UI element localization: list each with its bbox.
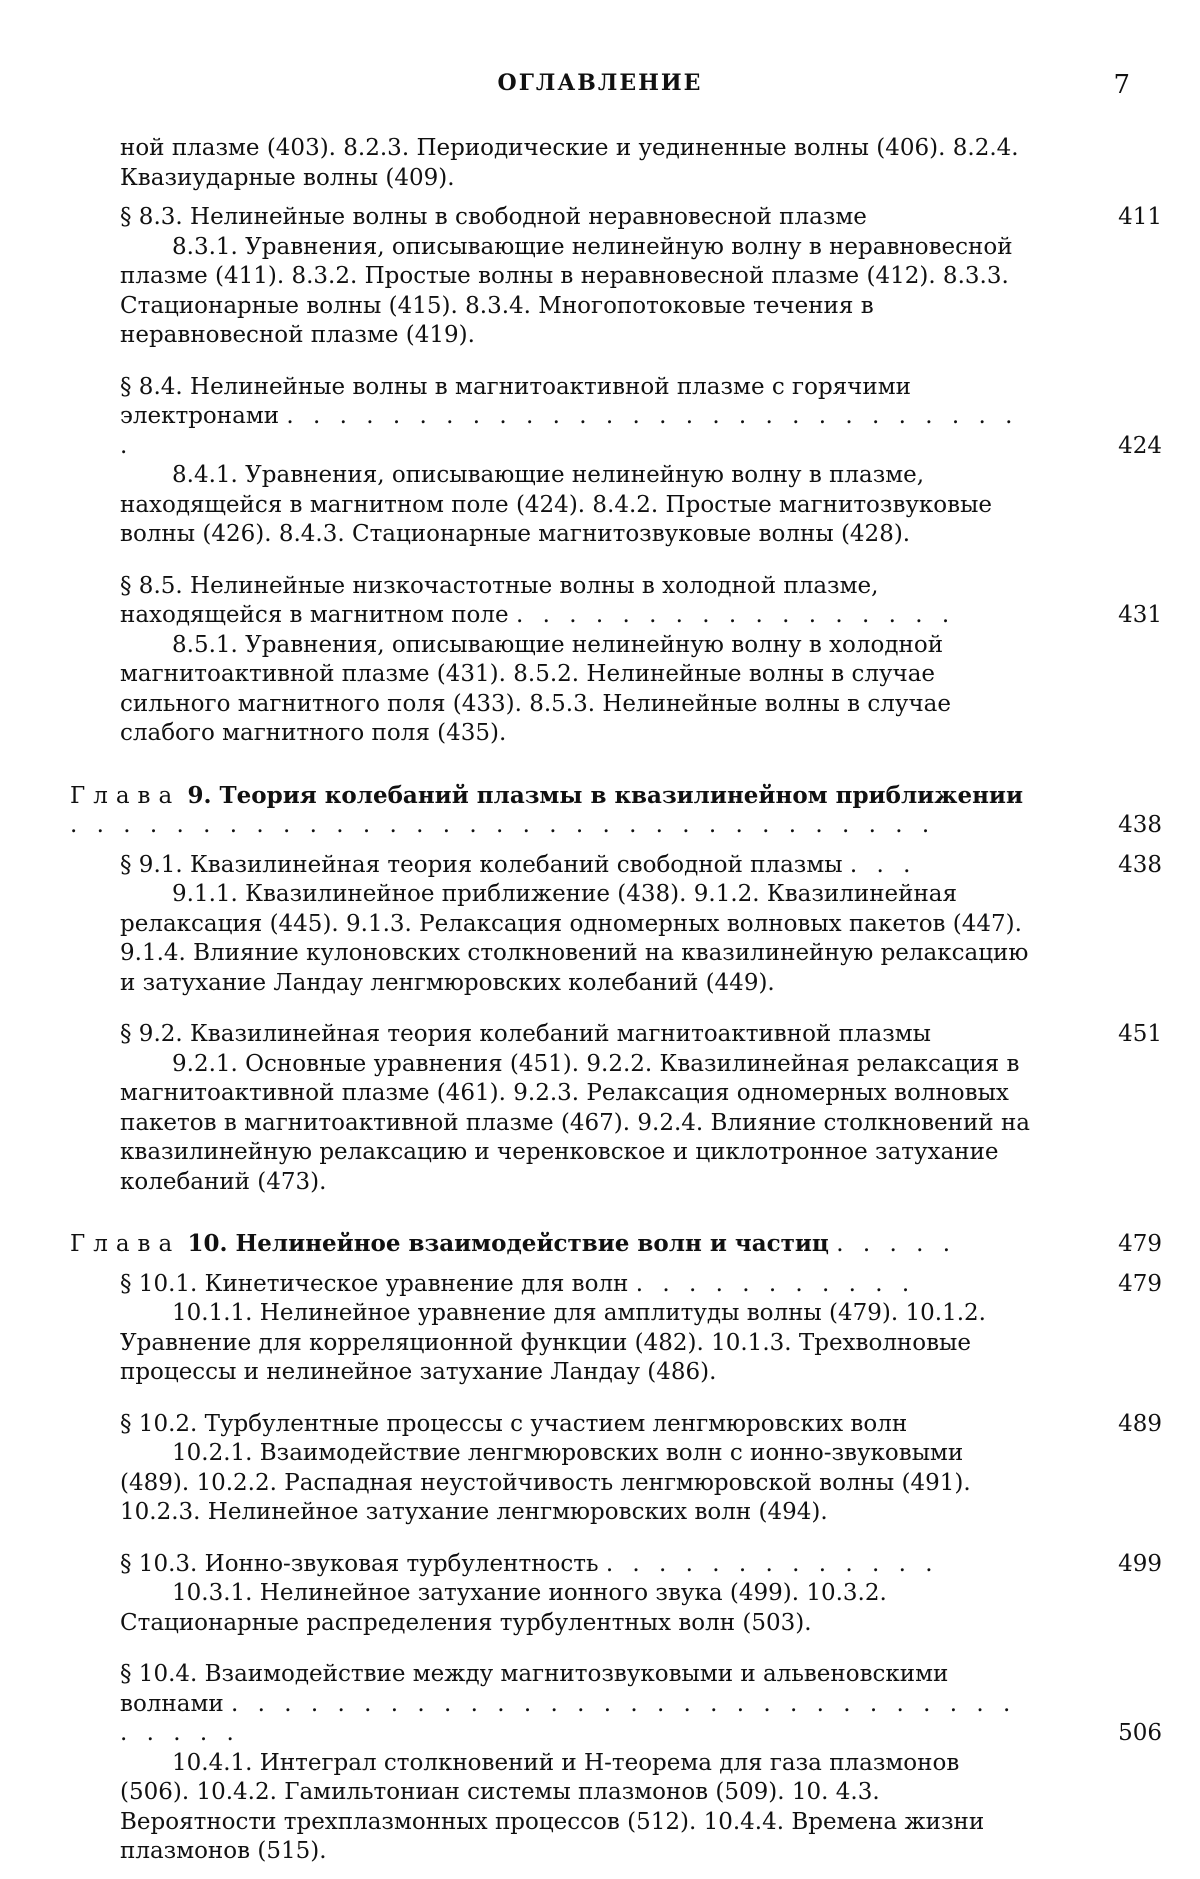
entry-page-number: 438 xyxy=(1118,812,1162,838)
entry-text: 9.1.1. Квазилинейное приближение (438). 9.1.2. Квазилинейная релаксация (445). 9.1.3. Релаксация одномерных волновых пакетов (447). 9.1.4. Влияние кулоновских столкновений на квазилинейную релаксацию и затухание Ландау ленгмюровских колебаний (449). xyxy=(120,881,1029,996)
entry-text: § 8.3. Нелинейные волны в свободной неравновесной плазме xyxy=(120,204,867,230)
entry-page-number: 506 xyxy=(1118,1720,1162,1746)
entry-page-number: 438 xyxy=(1118,851,1162,878)
dot-leader: . . . . . . . . . . . . . . . . . . . . . . . . . . . . . . . . . xyxy=(70,812,936,838)
entry-spacer xyxy=(0,1197,1200,1209)
toc-subsection-list xyxy=(120,1439,1032,1528)
entry-page-number: 479 xyxy=(1118,1270,1162,1297)
dot-leader: . . . xyxy=(849,851,917,878)
entry-text: 8.5.1. Уравнения, описывающие нелинейную волну в холодной магнитоактивной плазме (431). 8.5.2. Нелинейные волны в случае сильного магнитного поля (433). 8.5.3. Нелинейные волны в случае слабого магнитного поля (435). xyxy=(120,631,951,746)
entry-spacer xyxy=(0,550,1200,562)
entry-text: § 8.5. Нелинейные низкочастотные волны в холодной плазме, находящейся в магнитном поле xyxy=(120,572,879,628)
toc-subsection-list xyxy=(120,1579,1032,1638)
entry-text: § 9.2. Квазилинейная теория колебаний магнитоактивной плазмы xyxy=(120,1021,931,1047)
toc-chapter-entry xyxy=(70,1229,1162,1260)
toc-continuation xyxy=(120,134,1032,193)
entry-text: § 10.4. Взаимодействие между магнитозвуковыми и альвеновскими волнами xyxy=(120,1661,949,1717)
entry-spacer xyxy=(0,351,1200,363)
entry-page-number: 499 xyxy=(1118,1550,1162,1577)
toc-section-entry xyxy=(120,373,1162,462)
entry-spacer xyxy=(0,1638,1200,1650)
dot-leader: . . . . . xyxy=(836,1231,957,1257)
dot-leader: . . . . . . . . . . . . . . . . . . . . . . . . . . . . . xyxy=(120,403,1019,459)
entry-text: § 10.2. Турбулентные процессы с участием ленгмюровских волн xyxy=(120,1410,908,1437)
toc-section-entry xyxy=(120,1660,1162,1749)
dot-leader: . . . . . . . . . . . . . xyxy=(605,1550,939,1577)
toc-section-entry xyxy=(120,1020,1162,1050)
entry-text: § 9.1. Квазилинейная теория колебаний свободной плазмы xyxy=(120,851,843,878)
dot-leader: . . . . . . . . . . . . . . . . . xyxy=(515,602,956,628)
entry-spacer xyxy=(0,998,1200,1010)
toc-section-entry xyxy=(120,1410,1162,1440)
entry-text: § 10.3. Ионно-звуковая турбулентность xyxy=(120,1550,599,1577)
toc-section-entry xyxy=(120,572,1162,631)
entry-page-number: 489 xyxy=(1118,1410,1162,1437)
chapter-title: 10. Нелинейное взаимодействие волн и частиц xyxy=(187,1230,829,1257)
entry-spacer xyxy=(0,1528,1200,1540)
entry-text: 8.4.1. Уравнения, описывающие нелинейную волну в плазме, находящейся в магнитном поле (424). 8.4.2. Простые магнитозвуковые волны (426). 8.4.3. Стационарные магнитозвуковые волны (428). xyxy=(120,462,993,547)
entry-text: 10.1.1. Нелинейное уравнение для амплитуды волны (479). 10.1.2. Уравнение для корреляционной функции (482). 10.1.3. Трехволновые процессы и нелинейное затухание Ландау (486). xyxy=(120,1300,986,1385)
toc-subsection-list xyxy=(120,631,1032,749)
dot-leader: . . . . . . . . . . . . . . . . . . . . . . . . . . . . . . . . . . . xyxy=(120,1690,1017,1746)
entry-text: 10.2.1. Взаимодействие ленгмюровских волн с ионно-звуковыми (489). 10.2.2. Распадная неустойчивость ленгмюровской волны (491). 10.2.3. Нелинейное затухание ленгмюровских волн (494). xyxy=(120,1440,971,1525)
table-of-contents xyxy=(0,134,1200,1879)
entry-text: 10.4.1. Интеграл столкновений и H-теорема для газа плазмонов (506). 10.4.2. Гамильтониан системы плазмонов (509). 10. 4.3. Вероятности трехплазмонных процессов (512). 10.4.4. Времена жизни плазмонов (515). xyxy=(120,1749,985,1864)
dot-leader: . . . . . . . . . . . xyxy=(635,1270,916,1297)
toc-subsection-list xyxy=(120,1299,1032,1388)
entry-text: § 8.4. Нелинейные волны в магнитоактивной плазме с горячими электронами xyxy=(120,373,911,429)
entry-page-number: 451 xyxy=(1118,1021,1162,1047)
running-header xyxy=(0,70,1200,110)
toc-subsection-list xyxy=(120,880,1032,998)
toc-section-entry xyxy=(120,1270,1162,1300)
toc-subsection-list xyxy=(120,233,1032,351)
entry-page-number: 431 xyxy=(1118,602,1162,628)
toc-chapter-entry xyxy=(70,781,1162,841)
toc-section-entry xyxy=(120,1550,1162,1580)
page-title: ОГЛАВЛЕНИЕ xyxy=(497,70,703,96)
entry-text: § 10.1. Кинетическое уравнение для волн xyxy=(120,1270,629,1297)
entry-page-number: 411 xyxy=(1118,204,1162,230)
toc-section-entry xyxy=(120,203,1162,233)
entry-text: 8.3.1. Уравнения, описывающие нелинейную волну в неравновесной плазме (411). 8.3.2. Простые волны в неравновесной плазме (412). 8.3.3. Стационарные волны (415). 8.3.4. Многопотоковые течения в неравновесной плазме (419). xyxy=(120,233,1013,348)
entry-page-number: 424 xyxy=(1118,432,1162,459)
toc-subsection-list xyxy=(120,1050,1032,1198)
page-number: 7 xyxy=(1113,70,1130,100)
entry-spacer xyxy=(0,1867,1200,1879)
entry-spacer xyxy=(0,749,1200,761)
entry-text: ной плазме (403). 8.2.3. Периодические и уединенные волны (406). 8.2.4. Квазиударные волны (409). xyxy=(120,135,1019,191)
toc-subsection-list xyxy=(120,1749,1032,1867)
toc-subsection-list xyxy=(120,461,1032,550)
entry-text: 9.2.1. Основные уравнения (451). 9.2.2. Квазилинейная релаксация в магнитоактивной плазме (461). 9.2.3. Релаксация одномерных волновых пакетов в магнитоактивной плазме (467). 9.2.4. Влияние столкновений на квазилинейную релаксацию и черенковское и циклотронное затухание колебаний (473). xyxy=(120,1050,1030,1195)
chapter-label: Глава xyxy=(70,1231,181,1257)
chapter-title: 9. Теория колебаний плазмы в квазилинейном приближении xyxy=(187,781,1024,809)
chapter-label: Глава xyxy=(70,782,181,809)
entry-spacer xyxy=(0,1388,1200,1400)
entry-text: 10.3.1. Нелинейное затухание ионного звука (499). 10.3.2. Стационарные распределения турбулентных волн (503). xyxy=(120,1580,887,1636)
toc-section-entry xyxy=(120,851,1162,881)
entry-page-number: 479 xyxy=(1118,1231,1162,1257)
